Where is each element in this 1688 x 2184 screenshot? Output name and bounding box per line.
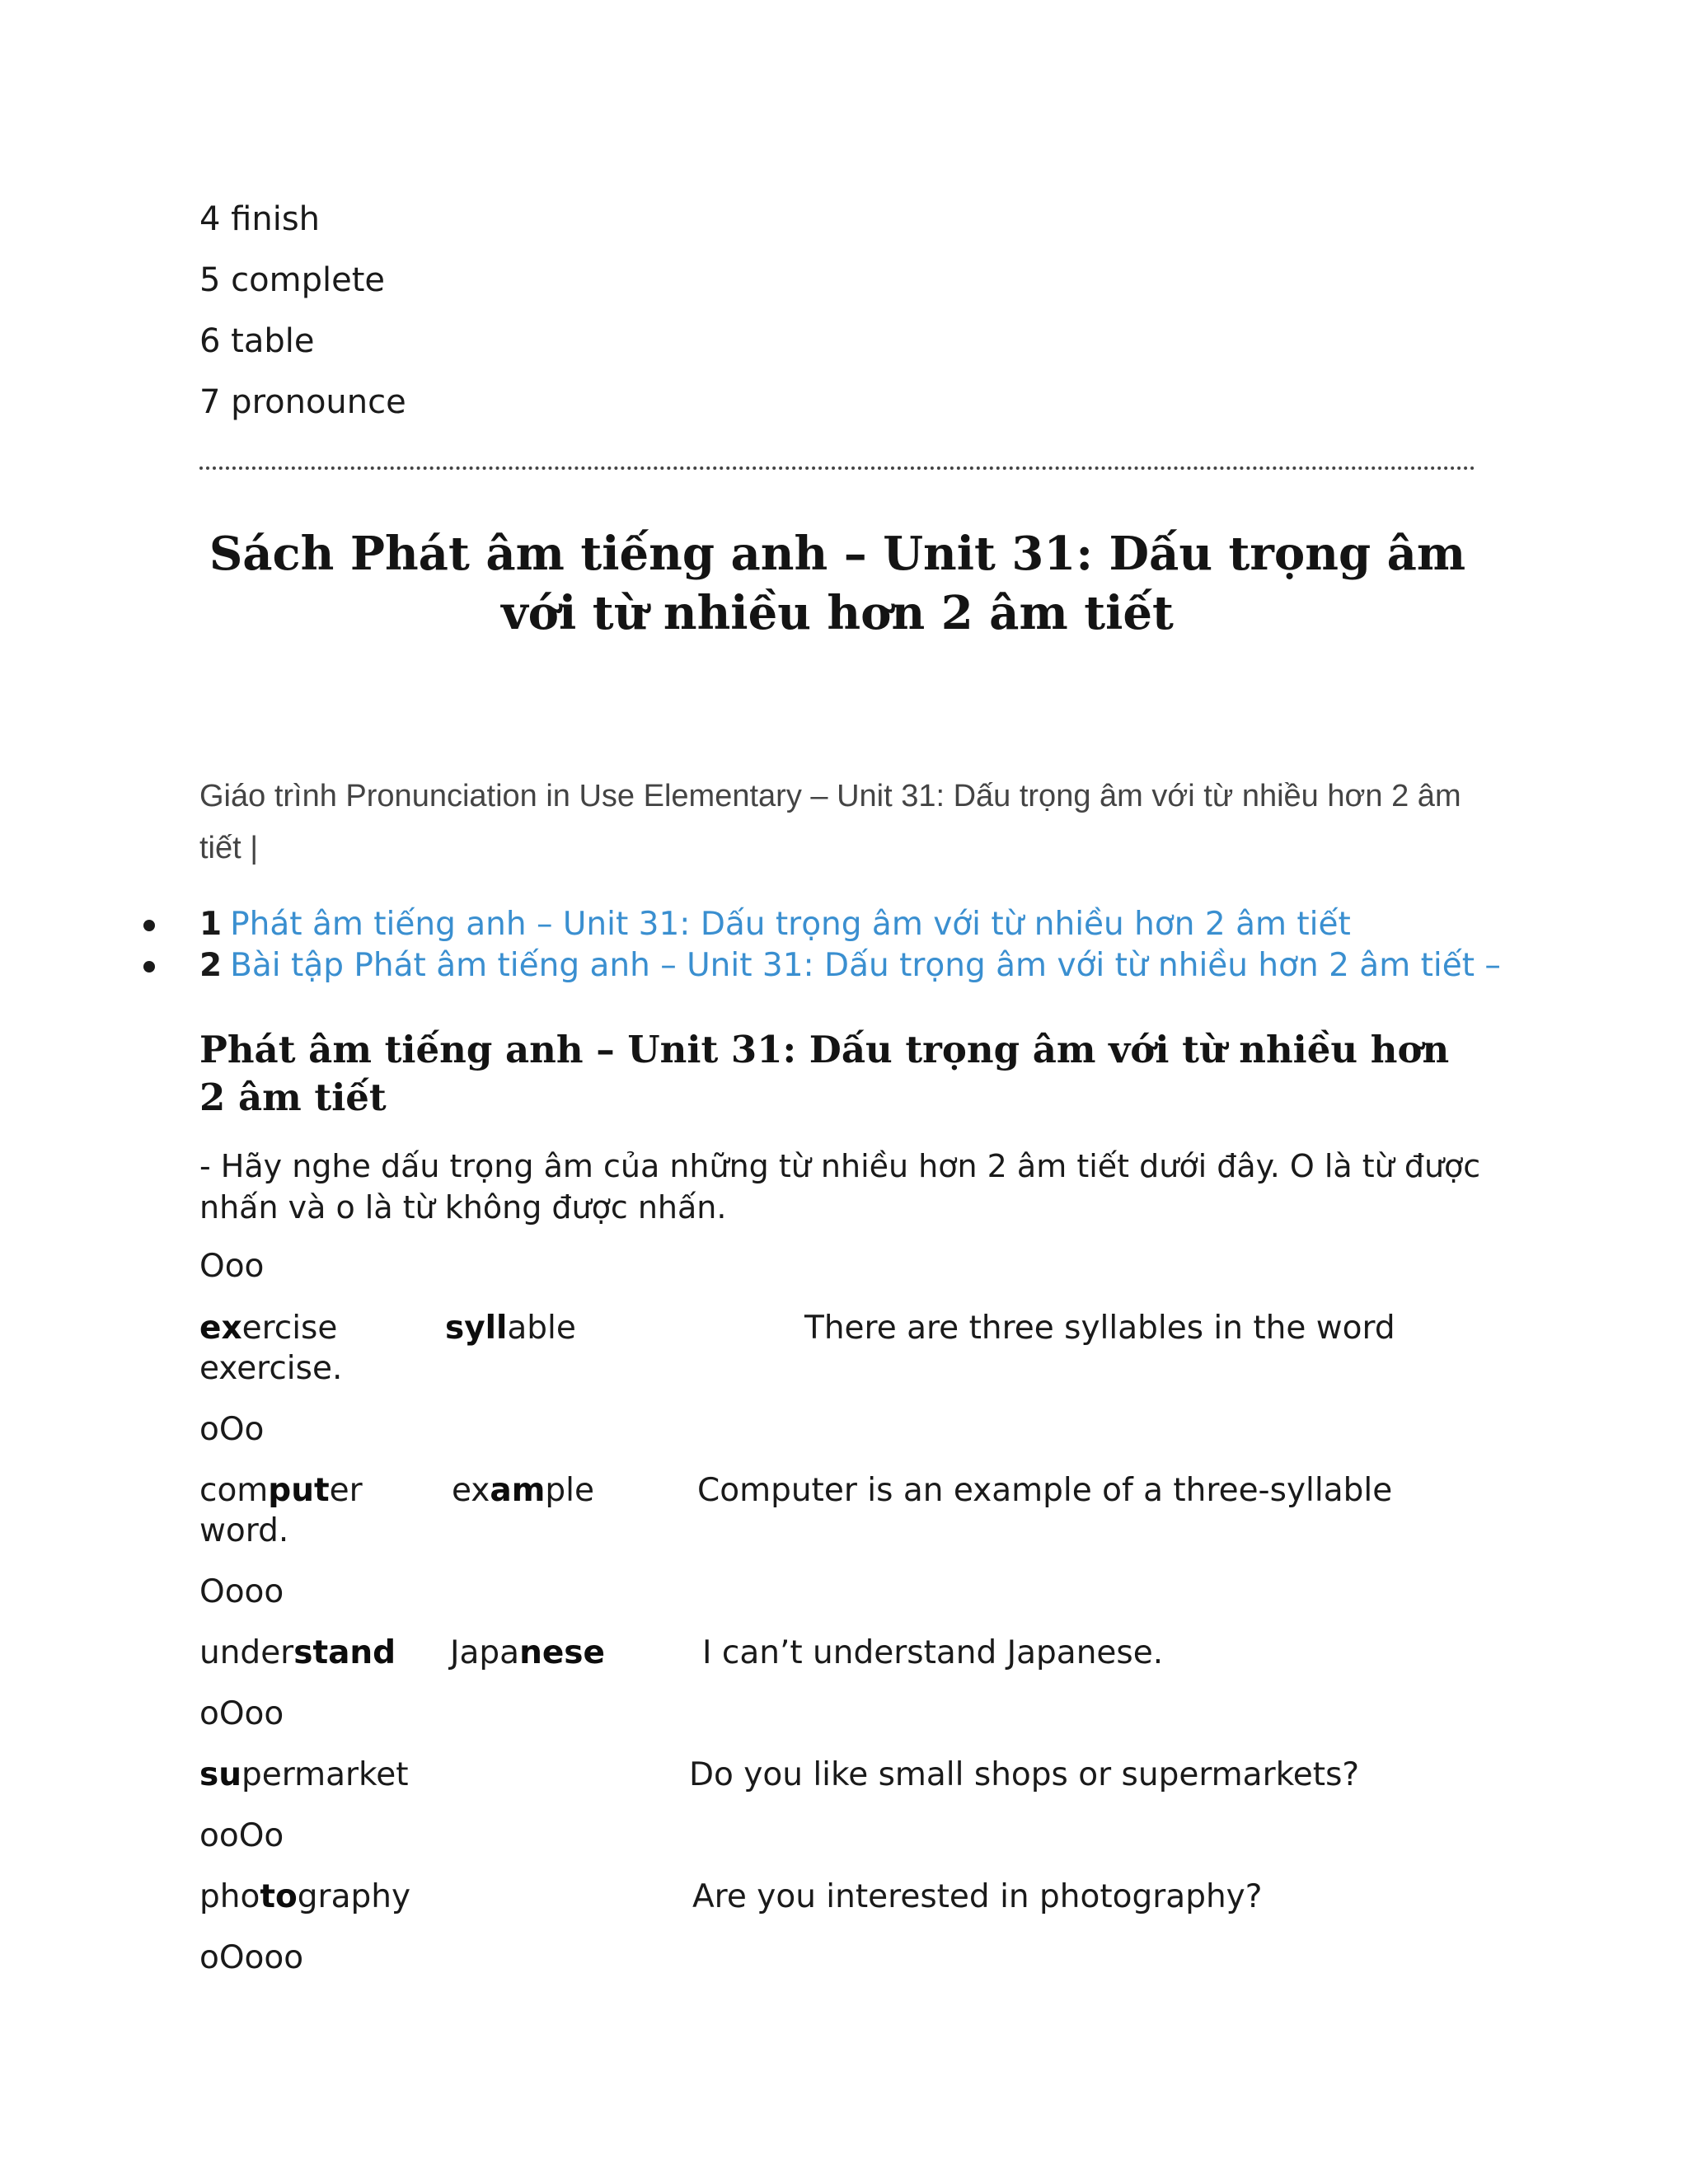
toc-item <box>199 945 1501 987</box>
stressed-syllable: stand <box>293 1634 396 1671</box>
word-rest: able <box>507 1310 576 1347</box>
stress-pattern: ooOo <box>199 1817 284 1854</box>
example-word <box>199 1877 410 1918</box>
example-sentence: There are three syllables in the word <box>804 1310 1395 1347</box>
section-heading: Phát âm tiếng anh – Unit 31: Dấu trọng âm với từ nhiều hơn 2 âm tiết <box>199 1028 1450 1119</box>
answer-number: 5 <box>199 261 221 299</box>
stress-pattern: Ooo <box>199 1248 265 1285</box>
stress-pattern: Oooo <box>199 1573 284 1610</box>
stressed-syllable: to <box>260 1878 298 1915</box>
toc-number: 2 <box>199 947 223 984</box>
answer-number: 4 <box>199 200 221 238</box>
word-rest: permarket <box>241 1756 409 1793</box>
stressed-syllable: nese <box>519 1634 605 1671</box>
word-rest: ercise <box>241 1310 338 1347</box>
example-word <box>199 1470 363 1511</box>
answer-word: pronounce <box>231 383 406 421</box>
example-word <box>199 1633 396 1674</box>
bullet-icon <box>143 961 155 972</box>
table-of-contents <box>199 904 1501 987</box>
example-sentence: Are you interested in photography? <box>692 1878 1263 1915</box>
stressed-syllable: ex <box>199 1310 242 1347</box>
example-sentence-cont: exercise. <box>199 1350 343 1387</box>
word-rest: graphy <box>297 1878 411 1915</box>
toc-link-exercise[interactable]: Bài tập Phát âm tiếng anh – Unit 31: Dấu trọng âm với từ nhiều hơn 2 âm tiết – <box>230 947 1501 984</box>
example-word <box>450 1633 605 1674</box>
bullet-icon <box>143 920 155 931</box>
stress-pattern: oOooo <box>199 1939 304 1976</box>
word-part: com <box>199 1472 269 1509</box>
answer-item <box>199 255 406 316</box>
answer-word: finish <box>231 200 321 238</box>
example-word <box>452 1470 594 1511</box>
example-sentence-cont: word. <box>199 1512 289 1549</box>
answer-item <box>199 194 406 255</box>
answer-word: complete <box>231 261 386 299</box>
example-sentence: Do you like small shops or supermarkets? <box>689 1756 1360 1793</box>
example-word <box>199 1755 409 1796</box>
answer-list <box>199 194 406 438</box>
word-part: under <box>199 1634 294 1671</box>
stress-pattern: oOo <box>199 1411 265 1448</box>
word-part: ex <box>452 1472 490 1509</box>
stressed-syllable: syll <box>445 1310 508 1347</box>
example-sentence: I can’t understand Japanese. <box>702 1634 1164 1671</box>
stressed-syllable: su <box>199 1756 241 1793</box>
answer-item <box>199 377 406 438</box>
toc-item <box>199 904 1501 945</box>
answer-item <box>199 316 406 377</box>
example-word <box>445 1308 576 1349</box>
instruction-text: - Hãy nghe dấu trọng âm của những từ nhiều hơn 2 âm tiết dưới đây. O là từ được nhấn và o là từ không được nhấn. <box>199 1148 1481 1226</box>
word-part: pho <box>199 1878 260 1915</box>
answer-number: 7 <box>199 383 221 421</box>
stressed-syllable: put <box>268 1472 330 1509</box>
toc-link-lesson[interactable]: Phát âm tiếng anh – Unit 31: Dấu trọng âm với từ nhiều hơn 2 âm tiết <box>230 906 1351 943</box>
stress-pattern: oOoo <box>199 1695 284 1732</box>
answer-number: 6 <box>199 322 221 360</box>
word-part: Japa <box>450 1634 520 1671</box>
page-title: Sách Phát âm tiếng anh – Unit 31: Dấu trọng âm với từ nhiều hơn 2 âm tiết <box>209 527 1466 640</box>
answer-word: table <box>231 322 315 360</box>
stressed-syllable: am <box>490 1472 546 1509</box>
example-word <box>199 1308 337 1349</box>
dotted-divider <box>199 466 1475 470</box>
toc-number: 1 <box>199 906 223 943</box>
example-sentence: Computer is an example of a three-syllable <box>697 1472 1393 1509</box>
intro-text: Giáo trình Pronunciation in Use Elementary – Unit 31: Dấu trọng âm với từ nhiều hơn 2 âm tiết | <box>199 779 1461 865</box>
word-rest: ple <box>545 1472 594 1509</box>
word-rest: er <box>329 1472 363 1509</box>
